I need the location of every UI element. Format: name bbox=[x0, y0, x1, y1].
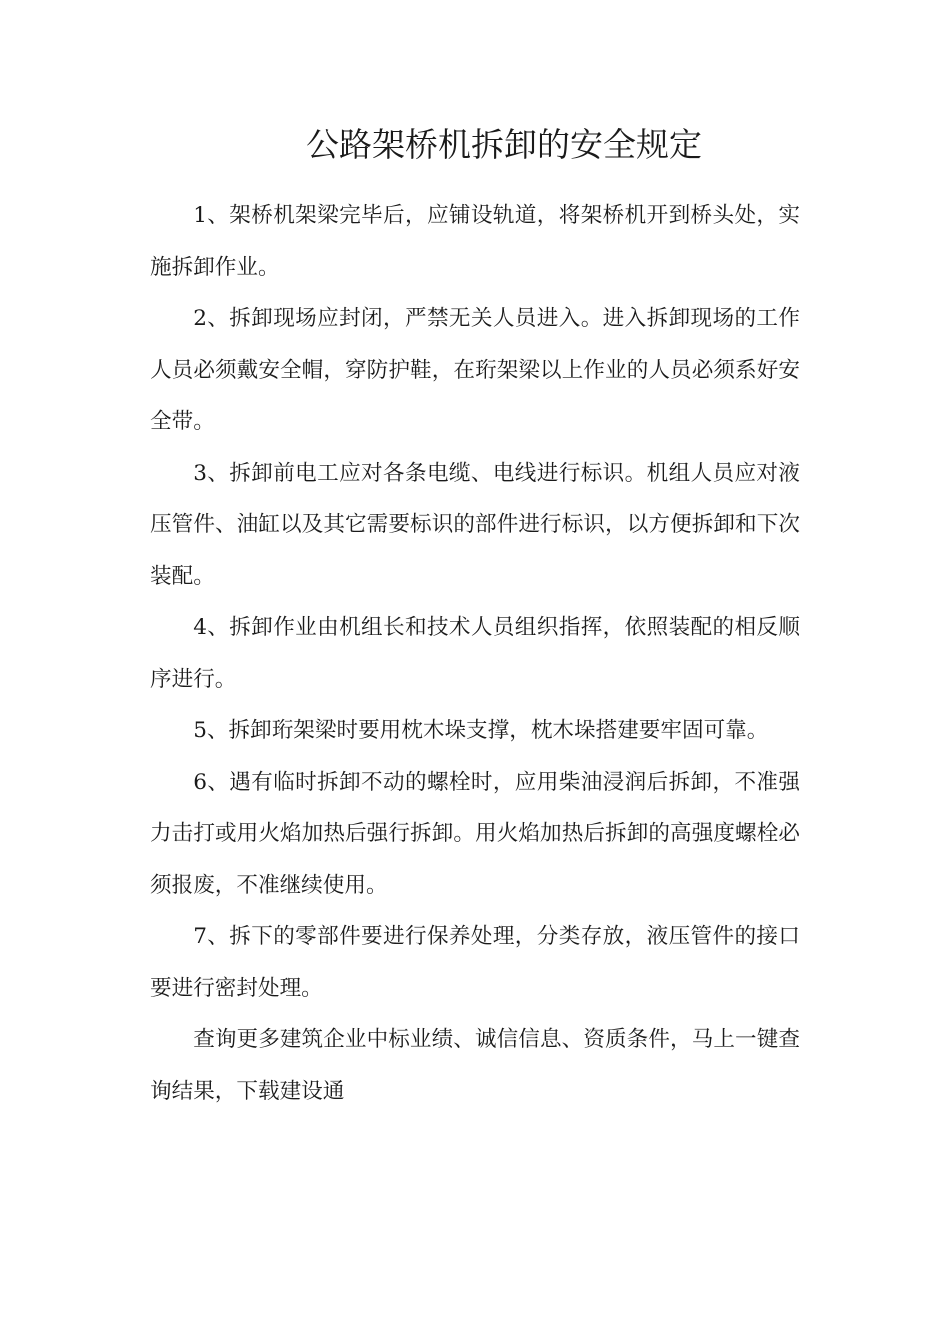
paragraph-1: 1、架桥机架梁完毕后，应铺设轨道，将架桥机开到桥头处，实施拆卸作业。 bbox=[150, 203, 800, 280]
paragraph-7: 7、拆下的零部件要进行保养处理，分类存放，液压管件的接口要进行密封处理。 bbox=[150, 924, 800, 1001]
document-title: 公路架桥机拆卸的安全规定 bbox=[306, 125, 702, 164]
paragraph-3: 3、拆卸前电工应对各条电缆、电线进行标识。机组人员应对液压管件、油缸以及其它需要标识的部件进行标识，以方便拆卸和下次装配。 bbox=[150, 460, 800, 589]
promo-paragraph: 查询更多建筑企业中标业绩、诚信信息、资质条件，马上一键查询结果，下载建设通 bbox=[150, 1027, 800, 1104]
paragraph-5: 5、拆卸珩架梁时要用枕木垛支撑，枕木垛搭建要牢固可靠。 bbox=[193, 718, 769, 743]
paragraph-6: 6、遇有临时拆卸不动的螺栓时，应用柴油浸润后拆卸，不准强力击打或用火焰加热后强行拆卸。用火焰加热后拆卸的高强度螺栓必须报废，不准继续使用。 bbox=[150, 769, 800, 898]
paragraph-4: 4、拆卸作业由机组长和技术人员组织指挥，依照装配的相反顺序进行。 bbox=[150, 615, 800, 692]
document-body bbox=[150, 190, 800, 1117]
paragraph-2: 2、拆卸现场应封闭，严禁无关人员进入。进入拆卸现场的工作人员必须戴安全帽，穿防护鞋，在珩架梁以上作业的人员必须系好安全带。 bbox=[150, 306, 800, 434]
